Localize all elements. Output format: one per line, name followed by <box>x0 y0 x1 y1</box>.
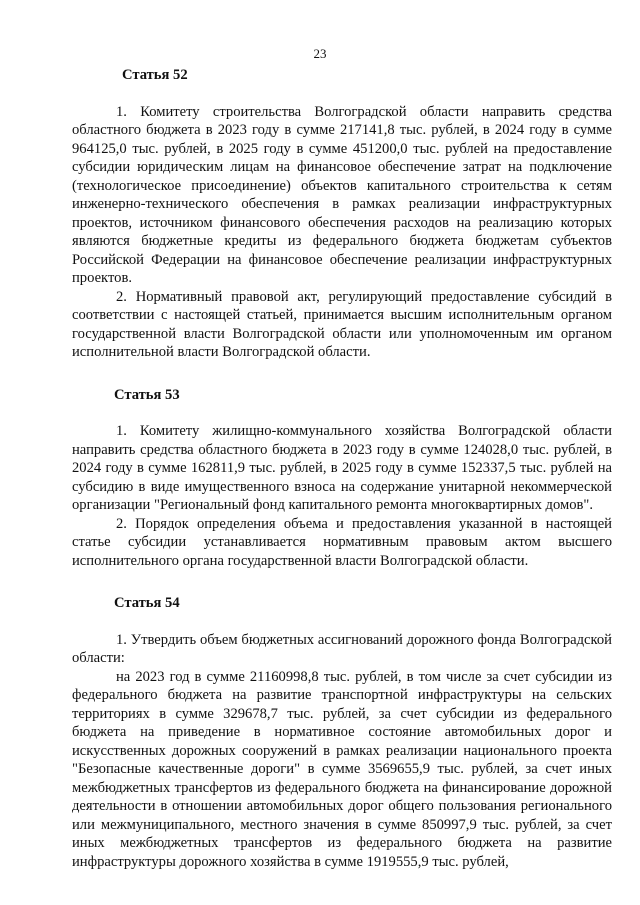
paragraph: на 2023 год в сумме 21160998,8 тыс. рублей, в том числе за счет субсидии из федерального бюджета на развитие транспортной инфраструктуры на сельских территориях в сумме 329678,7 тыс. рублей, за счет субсидии из федерального бюджета на приведение в нормативное состояние автомобильных дорог и искусственных дорожных сооружений в рамках реализации национального проекта "Безопасные качественные дороги" в сумме 3569655,9 тыс. рублей, за счет иных межбюджетных трансфертов из федерального бюджета на финансирование дорожной деятельности в отношении автомобильных дорог общего пользования регионального или межмуниципального, местного значения в сумме 850997,9 тыс. рублей, за счет иных межбюджетных трансфертов из федерального бюджета на развитие инфраструктуры дорожного хозяйства в сумме 1919555,9 тыс. рублей, <box>72 668 612 870</box>
page-number: 23 <box>313 46 327 61</box>
article-52 <box>72 66 612 362</box>
article-54 <box>72 594 612 871</box>
article-53 <box>72 386 612 571</box>
paragraph: 1. Комитету жилищно-коммунального хозяйства Волгоградской области направить средства областного бюджета в 2023 году в сумме 124028,0 тыс. рублей, в 2024 году в сумме 162811,9 тыс. рублей, в 2025 году в сумме 152337,5 тыс. рублей на субсидию в виде имущественного взноса на содержание унитарной некоммерческой организации "Региональный фонд капитального ремонта многоквартирных домов". <box>72 423 612 513</box>
article-title: Статья 53 <box>114 386 180 403</box>
paragraph: 2. Нормативный правовой акт, регулирующий предоставление субсидий в соответствии с настоящей статьей, принимается высшим исполнительным органом государственной власти Волгоградской области или уполномоченным им органом исполнительной власти Волгоградской области. <box>72 288 612 360</box>
document-body <box>72 66 612 871</box>
paragraph: 1. Утвердить объем бюджетных ассигнований дорожного фонда Волгоградской области: <box>72 631 612 666</box>
article-title: Статья 52 <box>122 67 188 83</box>
paragraph: 1. Комитету строительства Волгоградской области направить средства областного бюджета в 2023 году в сумме 217141,8 тыс. рублей, в 2024 году в сумме 964125,0 тыс. рублей, в 2025 году в сумме 451200,0 тыс. рублей на предоставление субсидии юридическим лицам на финансовое обеспечение затрат на подключение (технологическое присоединение) объектов капитального строительства к сетям инженерно-технического обеспечения в рамках реализации инфраструктурных проектов, источником финансового обеспечения расходов на реализацию которых являются бюджетные кредиты из федерального бюджета бюджетам субъектов Российской Федерации на финансовое обеспечение реализации инфраструктурных проектов. <box>72 103 612 286</box>
article-title: Статья 54 <box>114 595 180 611</box>
paragraph: 2. Порядок определения объема и предоставления указанной в настоящей статье субсидии устанавливается нормативным правовым актом высшего исполнительного органа государственной власти Волгоградской области. <box>72 515 612 569</box>
